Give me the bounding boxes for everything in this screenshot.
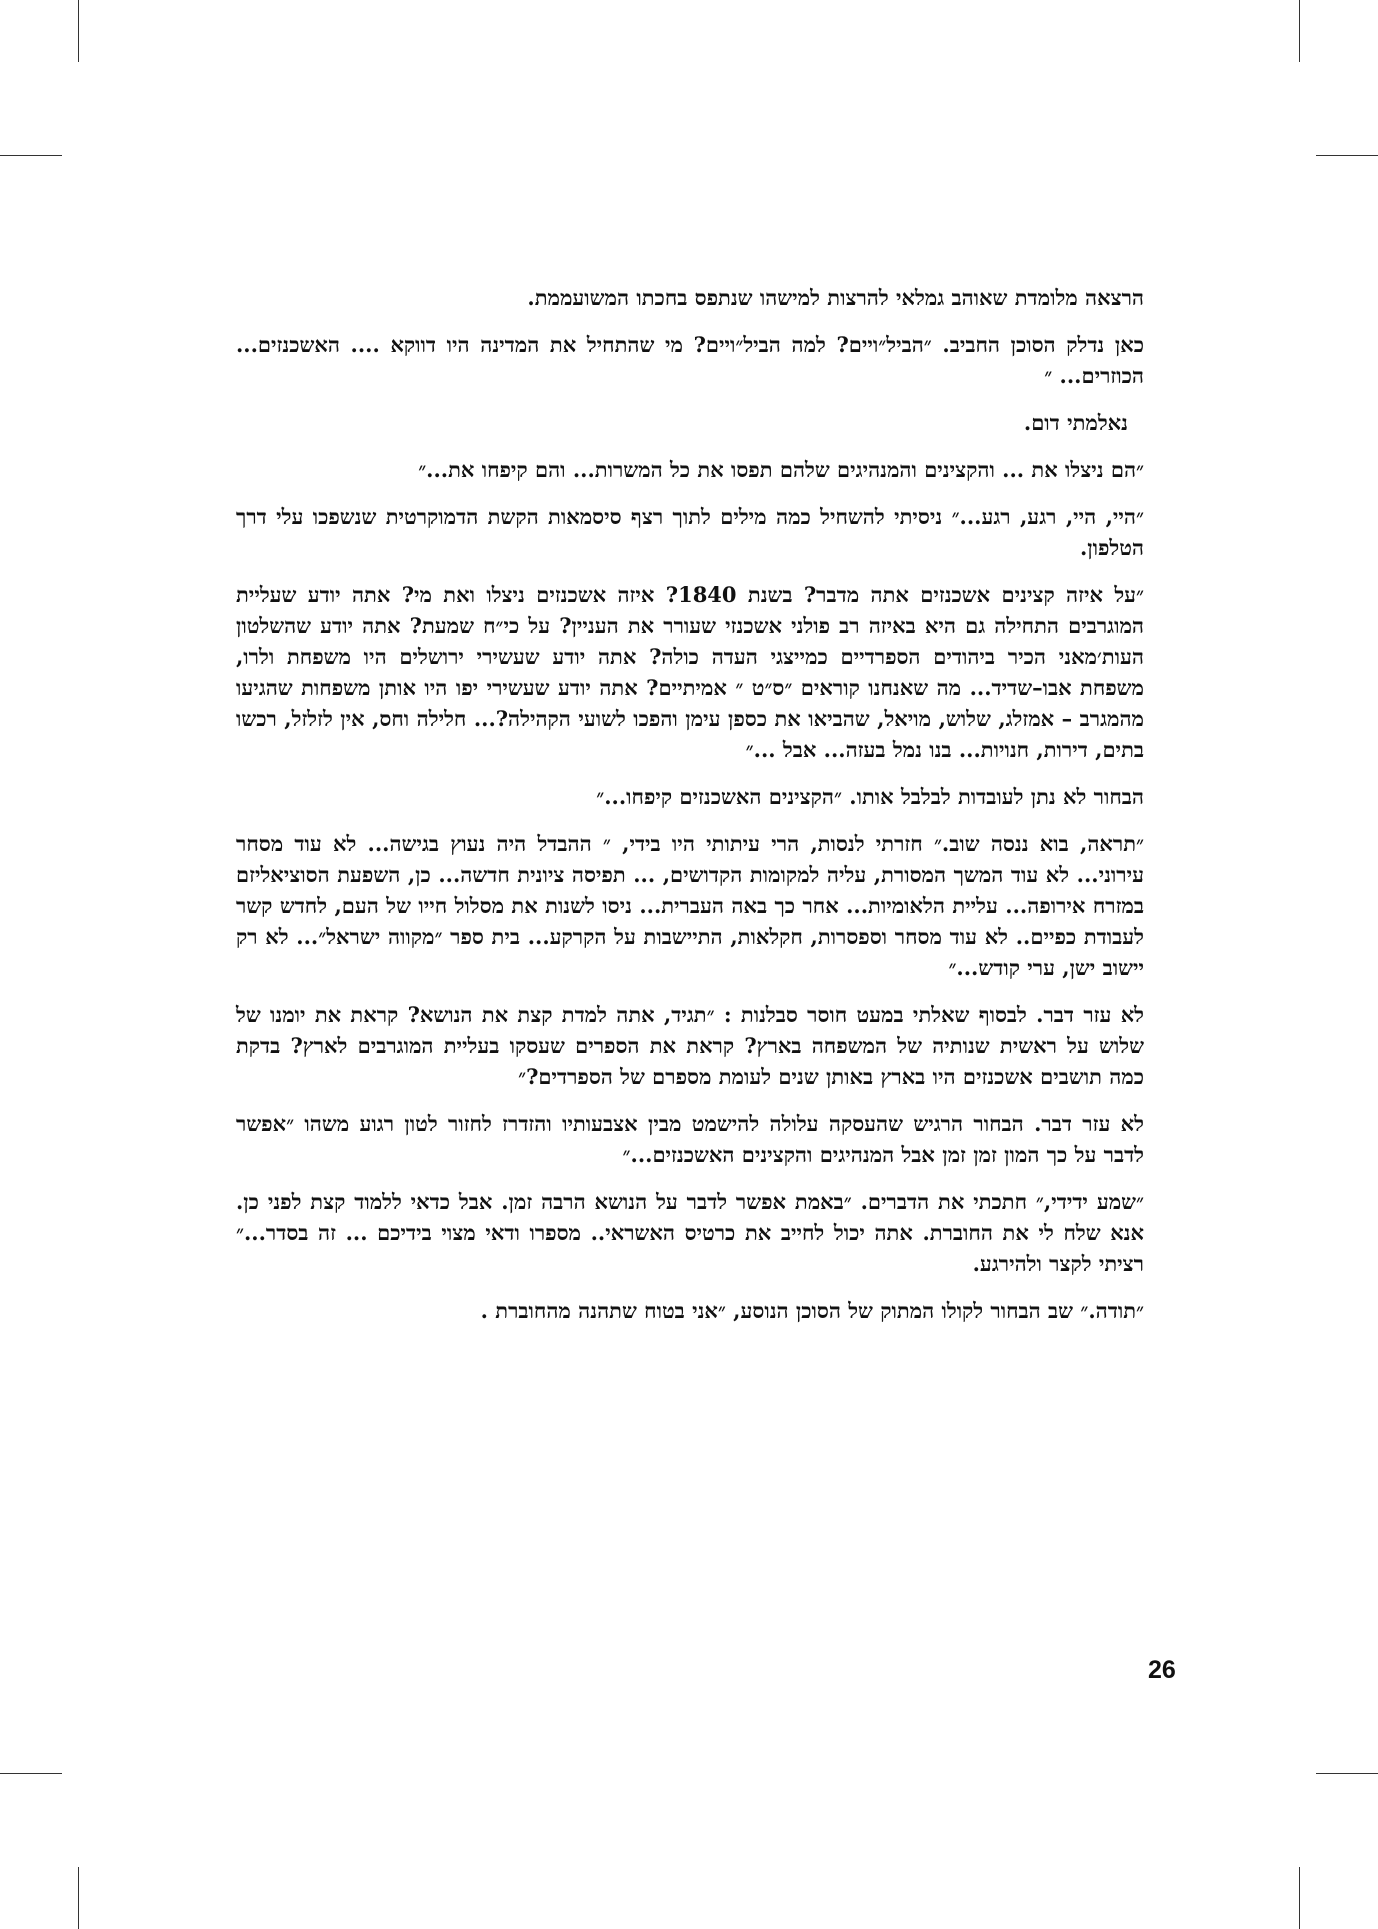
paragraph: כאן נדלק הסוכן החביב. ״הביל״ויים? למה הביל״ויים? מי שהתחיל את המדינה היו דווקא .... האשכנזים... הכוזרים... ״ bbox=[236, 332, 1144, 388]
crop-mark-bottom-right bbox=[1299, 1867, 1300, 1929]
paragraph: ״על איזה קצינים אשכנזים אתה מדבר? בשנת 1840? איזה אשכנזים ניצלו ואת מי? אתה יודע שעליית המוגרבים התחילה גם היא באיזה רב פולני אשכנזי שעורר את העניין? על כי״ח שמעת? אתה יודע שהשלטון העות׳מאני הכיר ביהודים הספרדיים כמייצגי העדה כולה? אתה יודע שעשירי ירושלים היו משפחת ולרו, משפחת אבו–שדיד... מה שאנחנו קוראים ״ס״ט ״ אמיתיים? אתה יודע שעשירי יפו היו אותן משפחות שהגיעו מהמגרב – אמזלג, שלוש, מויאל, שהביאו את כספן עימן והפכו לשועי הקהילה?... חלילה וחס, אין לזלזל, רכשו בתים, דירות, חנויות... בנו נמל בעזה... אבל ...״ bbox=[236, 582, 1145, 762]
paragraph: ״תראה, בוא ננסה שוב.״ חזרתי לנסות, הרי עיתותי היו בידי, ״ ההבדל היה נעוץ בגישה... לא עוד מסחר עירוני... לא עוד המשך המסורת, עליה למקומות הקדושים, ... תפיסה ציונית חדשה... כן, השפעת הסוציאליזם במזרח אירופה... עליית הלאומיות... אחר כך באה העברית... ניסו לשנות את מסלול חייו של העם, לחדש קשר לעבודת כפיים.. לא עוד מסחר וספסרות, חקלאות, התיישבות על הקרקע... בית ספר ״מקווה ישראל״... לא רק יישוב ישן, ערי קודש...״ bbox=[236, 831, 1144, 980]
paragraph: ״הם ניצלו את ... והקצינים והמנהיגים שלהם תפסו את כל המשרות... והם קיפחו את...״ bbox=[418, 457, 1144, 482]
paragraph: ״היי, היי, רגע, רגע...״ ניסיתי להשחיל כמה מילים לתוך רצף סיסמאות הקשת הדמוקרטית שנשפכו עלי דרך הטלפון. bbox=[236, 504, 1144, 560]
crop-mark-top-left bbox=[78, 0, 79, 62]
crop-mark-right-lower bbox=[1316, 1773, 1378, 1774]
paragraph: הרצאה מלומדת שאוהב גמלאי להרצות למישהו שנתפס בחכתו המשועממת. bbox=[527, 285, 1144, 310]
crop-mark-left-lower bbox=[0, 1773, 62, 1774]
crop-mark-right-upper bbox=[1316, 155, 1378, 156]
paragraph: לא עזר דבר. הבחור הרגיש שהעסקה עלולה להישמט מבין אצבעותיו והזדרז לחזור לטון רגוע משהו ״אפשר לדבר על כך המון זמן זמן אבל המנהיגים והקצינים האשכנזים...״ bbox=[236, 1111, 1144, 1167]
crop-mark-left-upper bbox=[0, 155, 62, 156]
paragraph: ״תודה.״ שב הבחור לקולו המתוק של הסוכן הנוסע, ״אני בטוח שתהנה מהחוברת . bbox=[480, 1298, 1144, 1323]
page-body bbox=[236, 282, 1144, 1342]
paragraph: נאלמתי דום. bbox=[1023, 410, 1128, 435]
crop-mark-top-right bbox=[1299, 0, 1300, 62]
paragraph: לא עזר דבר. לבסוף שאלתי במעט חוסר סבלנות : ״תגיד, אתה למדת קצת את הנושא? קראת את יומנו של שלוש על ראשית שנותיה של המשפחה בארץ? קראת את הספרים שעסקו בעליית המוגרבים לארץ? בדקת כמה תושבים אשכנזים היו בארץ באותן שנים לעומת מספרם של הספרדים?״ bbox=[236, 1002, 1144, 1089]
paragraph: הבחור לא נתן לעובדות לבלבל אותו. ״הקצינים האשכנזים קיפחו...״ bbox=[596, 784, 1144, 809]
crop-mark-bottom-left bbox=[78, 1867, 79, 1929]
page-number: 26 bbox=[1148, 1656, 1176, 1684]
paragraph: ״שמע ידידי,״ חתכתי את הדברים. ״באמת אפשר לדבר על הנושא הרבה זמן. אבל כדאי ללמוד קצת לפני כן. אנא שלח לי את החוברת. אתה יכול לחייב את כרטיס האשראי.. מספרו ודאי מצוי בידיכם ... זה בסדר...״ רציתי לקצר ולהירגע. bbox=[236, 1189, 1144, 1276]
